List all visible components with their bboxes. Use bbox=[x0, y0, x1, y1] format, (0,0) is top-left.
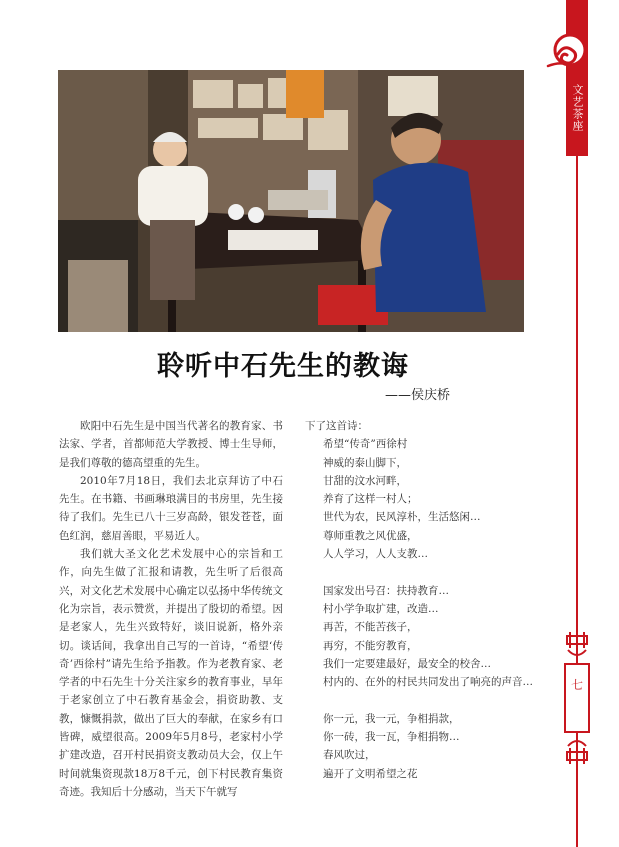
poem-line: 遍开了文明希望之花 bbox=[323, 767, 418, 780]
poem-line: 神威的泰山脚下， bbox=[323, 456, 407, 469]
poem-intro: 下了这首诗： bbox=[305, 420, 368, 432]
poem-stanza-3 bbox=[305, 710, 505, 783]
poem-line: 尊师重教之风优盛， bbox=[323, 529, 418, 542]
paragraph: 2010年7月18日，我们去北京拜访了中石先生。在书籍、书画琳琅满目的书房里，先生接待了我们。先生已八十三岁高龄，银发苍苍，面色红润，慈眉善眼，平易近人。 bbox=[59, 474, 283, 542]
article-title: 聆听中石先生的教诲 bbox=[157, 351, 409, 382]
poem-stanza-2 bbox=[305, 582, 533, 692]
poem-line: 你一砖，我一瓦，争相捐物… bbox=[323, 731, 460, 744]
poem-line: 村内的、在外的村民共同发出了响亮的声音… bbox=[323, 676, 533, 689]
cloud-logo-icon bbox=[546, 30, 590, 74]
poem-line: 你一元，我一元，争相捐款， bbox=[323, 712, 460, 725]
poem-stanza-1 bbox=[305, 435, 505, 563]
sidebar-red-band bbox=[566, 0, 588, 156]
poem-line: 我们一定要建最好，最安全的校舍… bbox=[323, 657, 491, 670]
poem-line: 春风吹过， bbox=[323, 749, 376, 762]
poem-line: 甘甜的汶水河畔， bbox=[323, 474, 407, 487]
page-number: 七 bbox=[570, 678, 583, 692]
poem-line: 再穷，不能穷教育， bbox=[323, 639, 418, 652]
poem-line: 希望“传奇”西徐村 bbox=[323, 438, 408, 451]
chinese-knot-ornament-icon bbox=[562, 628, 592, 768]
poem-line: 国家发出号召：扶持教育… bbox=[323, 584, 449, 597]
article-photo bbox=[58, 70, 524, 332]
poem-line: 再苦，不能苦孩子， bbox=[323, 621, 418, 634]
article-author: ——侯庆桥 bbox=[384, 388, 450, 403]
poem-line: 世代为农，民风淳朴，生活悠闲… bbox=[323, 511, 481, 524]
paragraph: 我们就大圣文化艺术发展中心的宗旨和工作，向先生做了汇报和请教，先生听了后很高兴，对文化艺术发展中心确定以弘扬中华传统文化为宗旨，表示赞赏，并提出了殷切的希望。因是老家人，先生兴致特好，谈旧说新，格外亲切。谈话间，我拿出自己写的一首诗，“希望‘传奇’西徐村”请先生给予指教。作为老教育家、老学者的中石先生十分关注家乡的教育事业，早年于老家创立了中石教育基金会，捐资助教、支教，慷慨捐款，做出了巨大的奉献，在家乡有口皆碑，威望很高。2009年5月8号，老家村小学扩建改造，召开村民捐资支教动员大会，仅上午时间就集资现款18万8千元，创下村民教育集资奇迹。我知后十分感动，当天下午就写 bbox=[59, 548, 283, 798]
poem-line: 人人学习，人人支教… bbox=[323, 548, 428, 561]
stanza-gap bbox=[305, 563, 505, 581]
paragraph: 欧阳中石先生是中国当代著名的教育家、书法家、学者，首都师范大学教授、博士生导师，是我们尊敬的德高望重的先生。 bbox=[59, 420, 283, 469]
poem-line: 养育了这样一村人； bbox=[323, 493, 418, 506]
stanza-gap bbox=[305, 691, 505, 709]
left-column bbox=[59, 417, 283, 801]
poem-line: 村小学争取扩建，改造… bbox=[323, 602, 439, 615]
right-column bbox=[305, 417, 533, 783]
section-label: 文艺茶座 bbox=[571, 84, 584, 132]
